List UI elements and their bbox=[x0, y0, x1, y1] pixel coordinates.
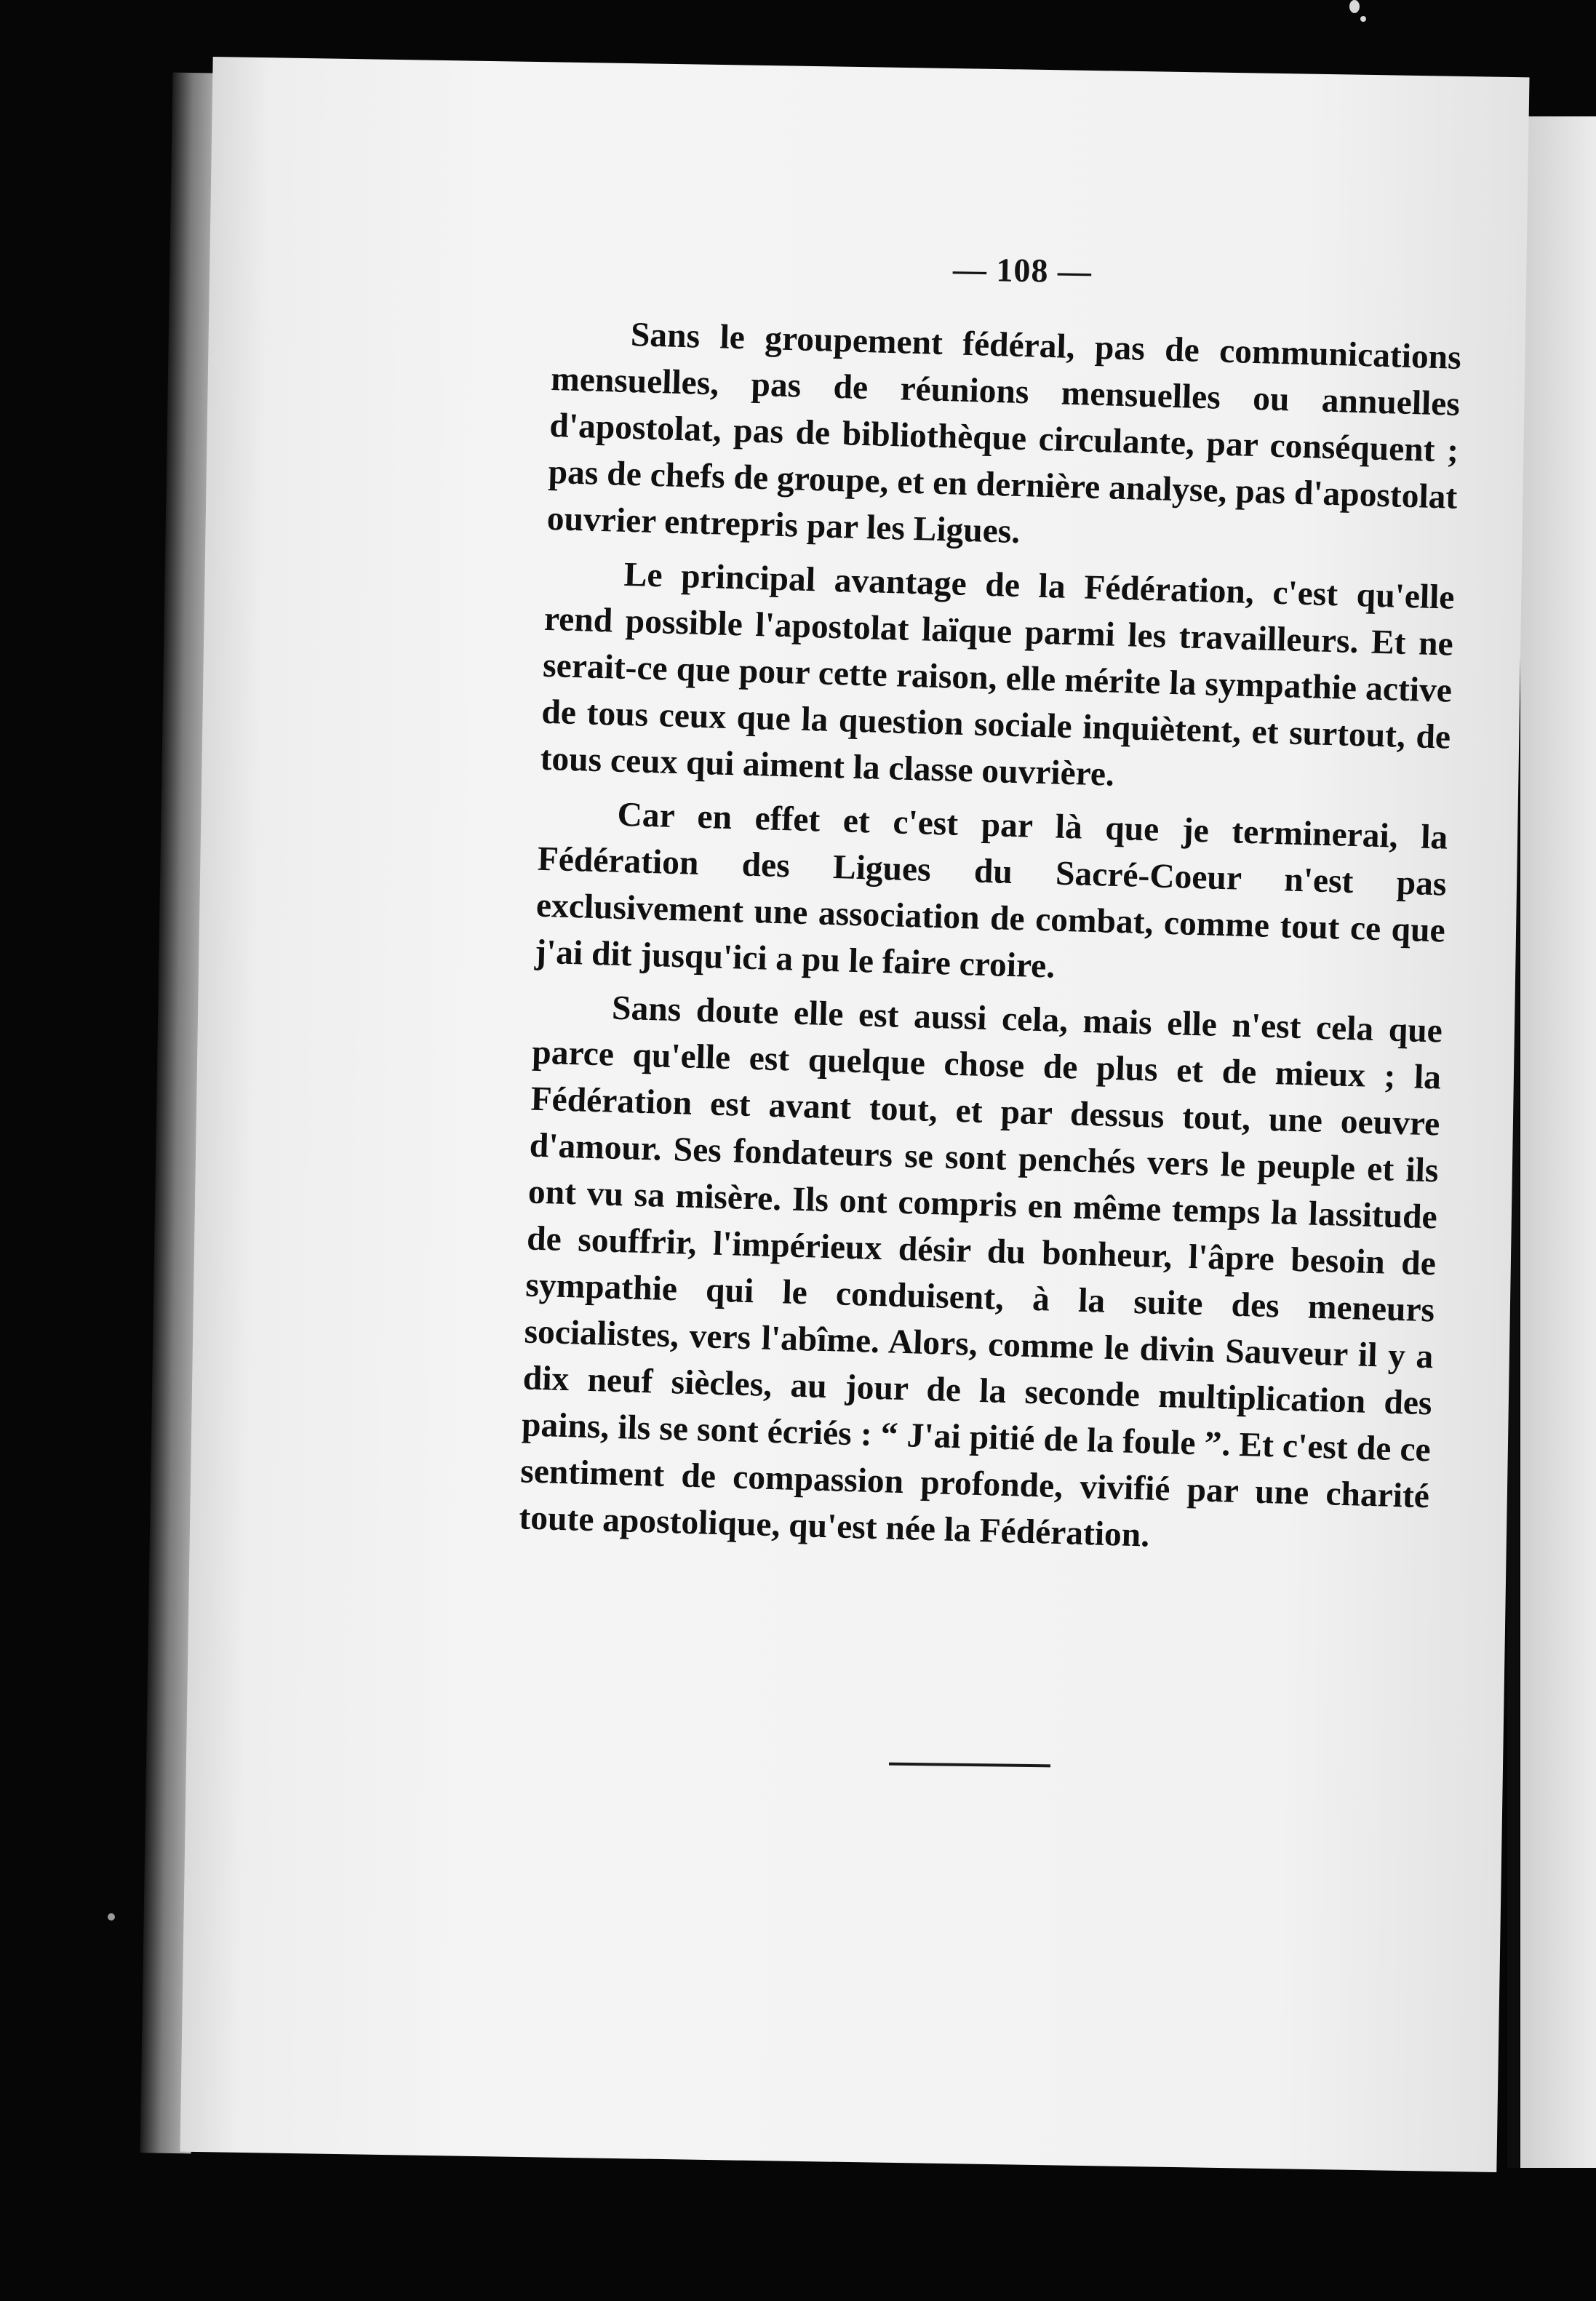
scan-speck bbox=[1349, 0, 1360, 13]
paragraph-2: Le principal avantage de la Fédération, c'est qu'elle rend possible l'apostolat laïque parmi les travailleurs. Et ne serait-ce que pour cette raison, elle mérite la sympathie active de tous ceux que la question sociale inquiètent, et surtout, de tous ceux qui aiment la classe ouvrière. bbox=[540, 555, 1456, 794]
page-number: — 108 — bbox=[952, 250, 1093, 290]
scan-speck bbox=[1360, 16, 1366, 22]
scan-speck bbox=[108, 1913, 115, 1921]
paragraph-4: Sans doute elle est aussi cela, mais elle n'est cela que parce qu'elle est quelque chose de plus et de mieux ; la Fédération est avant tout, et par dessus tout, une oeuvre d'amour. Ses fondateurs se sont penchés vers le peuple et ils ont vu sa misère. Ils ont compris en même temps la lassitude de souffrir, l'impérieux désir du bonheur, l'âpre besoin de sympathie qui le conduisent, à la suite des meneurs socialistes, vers l'abîme. Alors, comme le divin Sauveur il y a dix neuf siècles, au jour de la seconde multiplication des pains, ils se sont écriés : “ J'ai pitié de la foule ”. Et c'est de ce sentiment de compassion profonde, vivifié par une charité toute apostolique, qu'est née la Fédération. bbox=[518, 989, 1443, 1555]
adjacent-page-edge bbox=[1520, 116, 1596, 2168]
paragraph-1: Sans le groupement fédéral, pas de communications mensuelles, pas de réunions mensuelles ou annuelles d'apostolat, pas de bibliothèque circulante, par conséquent ; pas de chefs de groupe, et en dernière analyse, pas d'apostolat ouvrier entrepris par les Ligues. bbox=[546, 316, 1462, 551]
paragraph-3: Car en effet et c'est par là que je terminerai, la Fédération des Ligues du Sacré-Coeur n'est pas exclusivement une association de combat, comme tout ce que j'ai dit jusqu'ici a pu le faire croire. bbox=[534, 795, 1448, 986]
body-text bbox=[518, 309, 1461, 1574]
